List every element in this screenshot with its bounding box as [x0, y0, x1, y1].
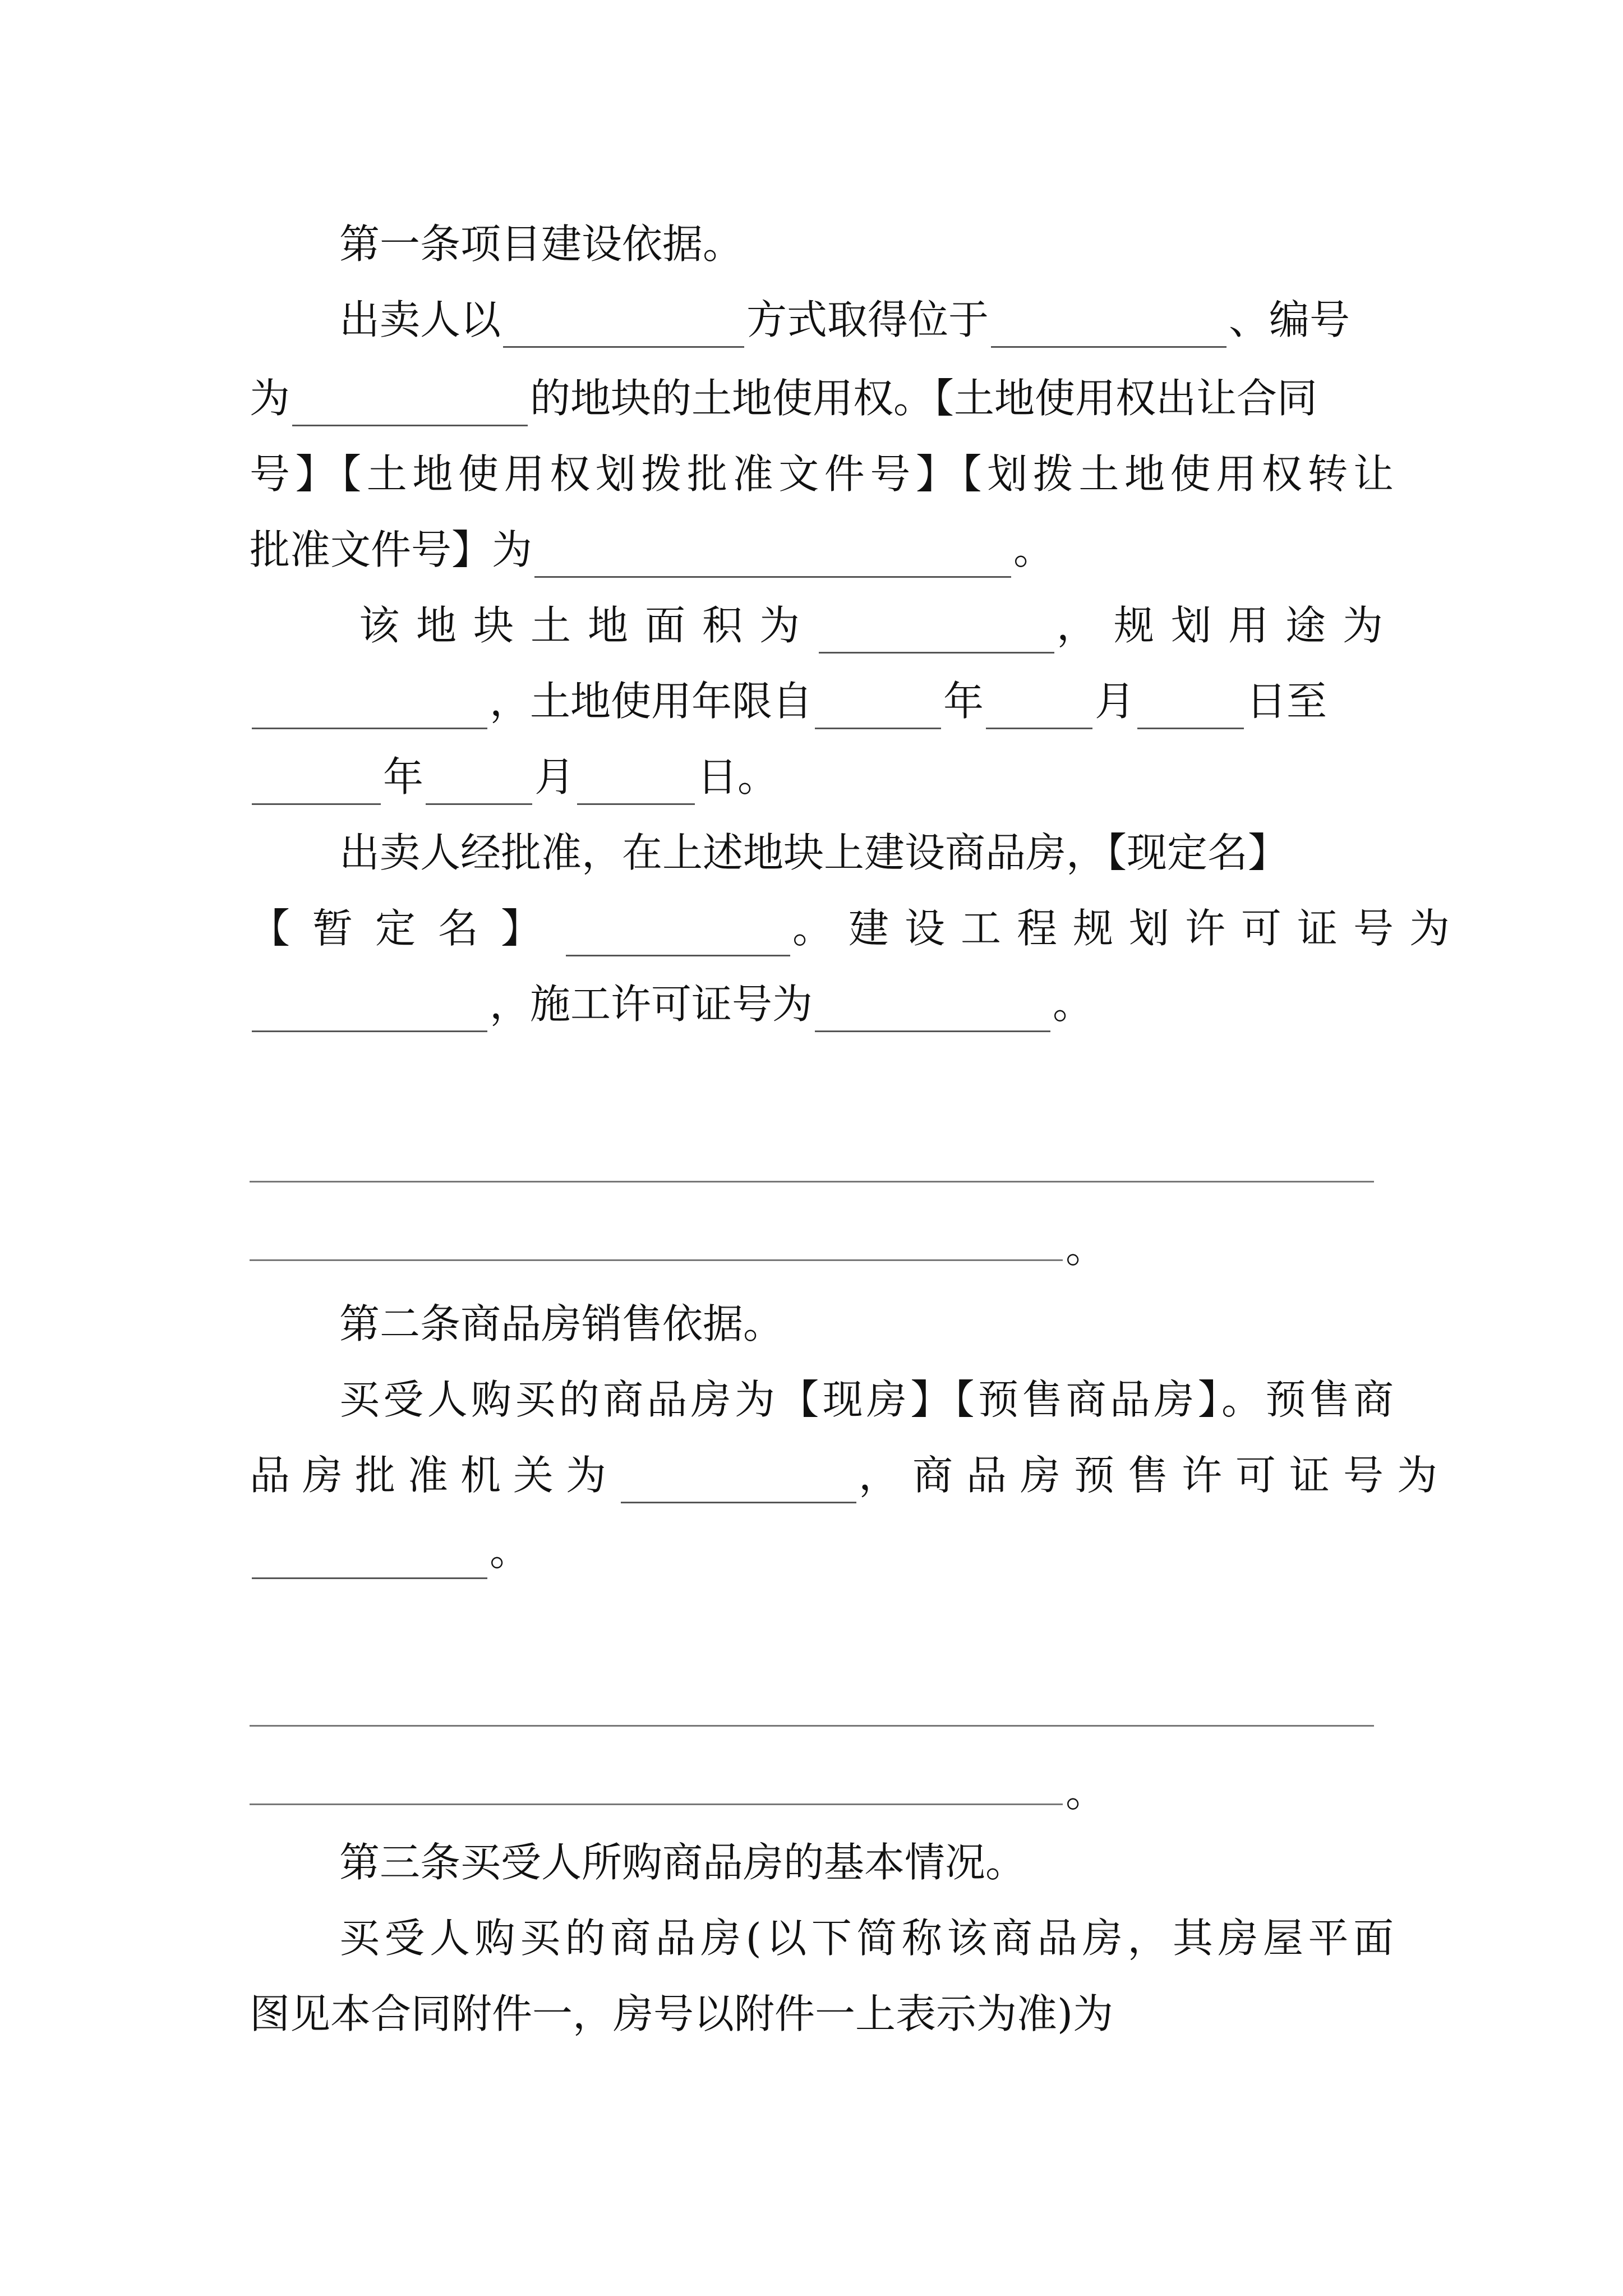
blank-presale-permit[interactable]	[252, 1536, 487, 1579]
blank-line-partial[interactable]	[250, 1803, 1063, 1805]
blank-land-use[interactable]	[252, 686, 487, 729]
article2-title: 第二条商品房销售依据。	[339, 1300, 784, 1347]
blank-line-full[interactable]	[250, 1725, 1374, 1727]
blank-parcel-number[interactable]	[292, 383, 528, 426]
blank-end-day[interactable]	[577, 762, 695, 805]
article1-line4: 批准文件号】为 。	[250, 522, 1394, 578]
blank-construction-permit[interactable]	[815, 989, 1050, 1032]
article1-line2: 为 的地块的土地使用权。【土地使用权出让合同	[250, 370, 1394, 426]
article1-line7: 年 月 日。	[250, 749, 1394, 805]
blank-planning-permit[interactable]	[252, 989, 487, 1032]
article3-line1: 买受人购买的商品房(以下简称该商品房，其房屋平面	[339, 1915, 1394, 1962]
blank-start-day[interactable]	[1137, 686, 1244, 729]
end-mark: 。	[1066, 1225, 1106, 1272]
blank-acquisition-method[interactable]	[503, 305, 744, 348]
article3-title: 第三条买受人所购商品房的基本情况。	[339, 1839, 1026, 1886]
blank-end-month[interactable]	[426, 762, 532, 805]
blank-start-month[interactable]	[986, 686, 1092, 729]
article1-line9: 【暂定名】 。建设工程规划许可证号为	[250, 900, 1394, 956]
blank-land-area[interactable]	[819, 610, 1054, 654]
blank-start-year[interactable]	[815, 686, 941, 729]
blank-location[interactable]	[991, 305, 1227, 348]
article1-line8: 出卖人经批准，在上述地块上建设商品房，【现定名】	[339, 829, 1289, 876]
article1-line10: ，施工许可证号为 。	[250, 976, 1394, 1032]
article1-line1: 出卖人以 方式取得位于 、编号	[339, 292, 1394, 348]
blank-project-name[interactable]	[566, 913, 790, 956]
end-mark: 。	[1066, 1769, 1106, 1816]
article1-line5: 该地块土地面积为 ，规划用途为	[359, 597, 1394, 654]
article3-line2: 图见本合同附件一，房号以附件一上表示为准)为	[250, 1990, 1114, 2037]
article1-title: 第一条项目建设依据。	[339, 220, 744, 268]
article2-line2: 品房批准机关为 ，商品房预售许可证号为	[250, 1447, 1394, 1503]
article1-line6: ，土地使用年限自 年 月 日至	[250, 673, 1394, 729]
blank-approval-number[interactable]	[534, 535, 1011, 578]
article2-line3: 。	[250, 1523, 1394, 1579]
blank-approval-authority[interactable]	[621, 1460, 856, 1503]
blank-line-full[interactable]	[250, 1181, 1374, 1182]
article2-line1: 买受人购买的商品房为【现房】【预售商品房】。预售商	[339, 1376, 1394, 1423]
blank-end-year[interactable]	[252, 762, 381, 805]
blank-line-partial[interactable]	[250, 1259, 1063, 1261]
article1-line3: 号】【土地使用权划拨批准文件号】【划拨土地使用权转让	[250, 450, 1394, 498]
